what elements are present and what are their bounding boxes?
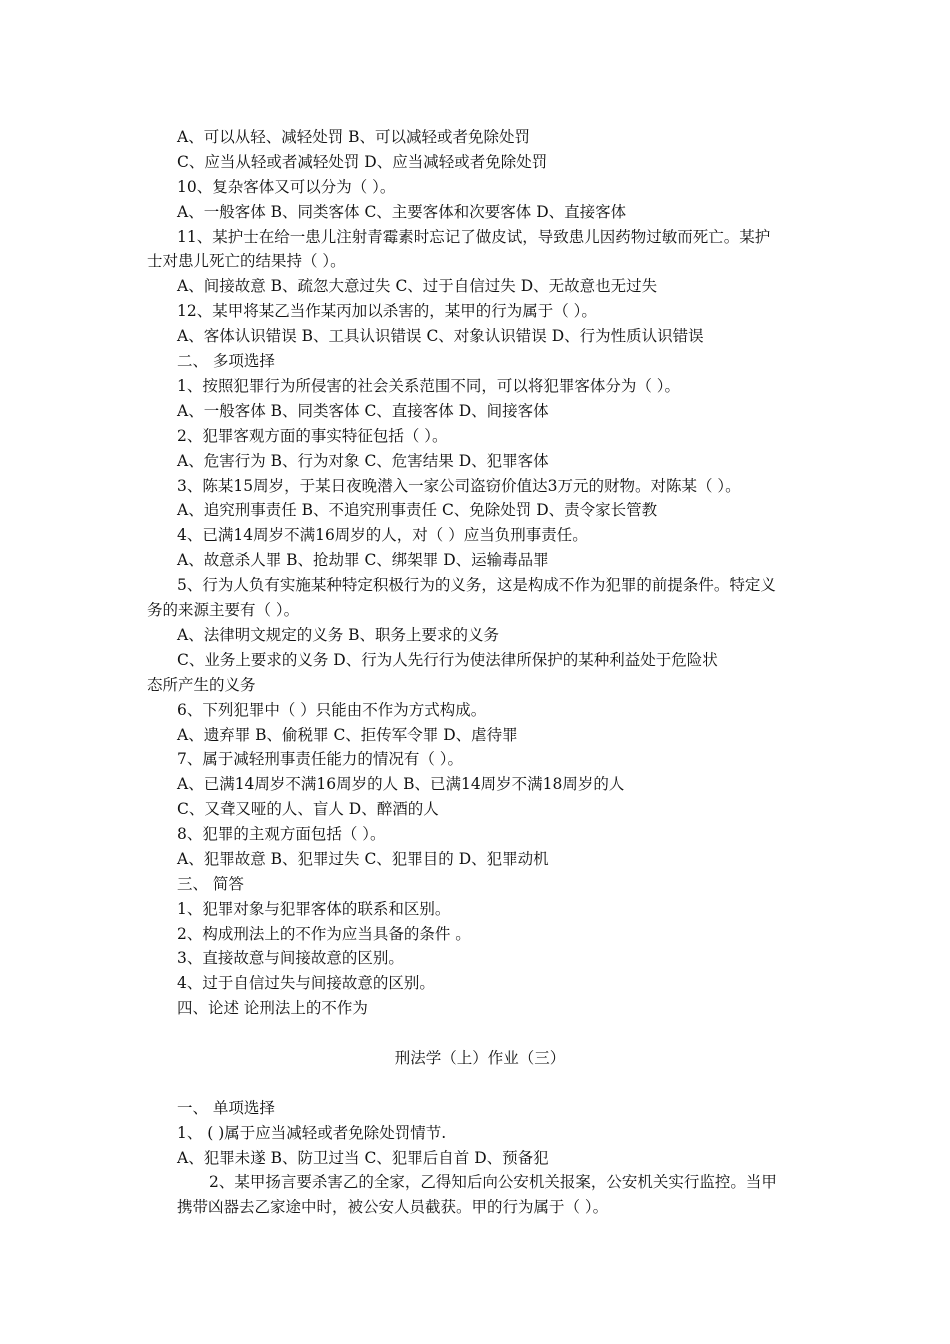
question-line: 5、行为人负有实施某种特定积极行为的义务，这是构成不作为犯罪的前提条件。特定义	[177, 576, 776, 594]
option-line: A、法律明文规定的义务 B、职务上要求的义务	[177, 626, 500, 644]
option-line: A、间接故意 B、疏忽大意过失 C、过于自信过失 D、无故意也无过失	[177, 277, 658, 295]
section-heading: 一、 单项选择	[177, 1099, 275, 1117]
question-line: 11、某护士在给一患儿注射青霉素时忘记了做皮试，导致患儿因药物过敏而死亡。某护	[177, 228, 771, 246]
question-line: 10、复杂客体又可以分为（ ）。	[177, 178, 396, 196]
question-line: 3、陈某15周岁，于某日夜晚潜入一家公司盗窃价值达3万元的财物。对陈某（ ）。	[177, 477, 741, 495]
option-line: A、已满14周岁不满16周岁的人 B、已满14周岁不满18周岁的人	[177, 775, 625, 793]
question-line: 2、某甲扬言要杀害乙的全家，乙得知后向公安机关报案，公安机关实行监控。当甲	[209, 1173, 777, 1191]
question-line: 1、犯罪对象与犯罪客体的联系和区别。	[177, 900, 451, 918]
section-heading: 四、论述 论刑法上的不作为	[177, 999, 368, 1017]
question-line: 12、某甲将某乙当作某丙加以杀害的，某甲的行为属于（ ）。	[177, 302, 597, 320]
question-line: 6、下列犯罪中（ ）只能由不作为方式构成。	[177, 701, 487, 719]
option-line-continued: 态所产生的义务	[147, 676, 256, 694]
question-line: 2、构成刑法上的不作为应当具备的条件 。	[177, 925, 471, 943]
question-line-continued: 士对患儿死亡的结果持（ ）。	[147, 252, 346, 270]
option-line: A、犯罪故意 B、犯罪过失 C、犯罪目的 D、犯罪动机	[177, 850, 549, 868]
option-line: A、一般客体 B、同类客体 C、直接客体 D、间接客体	[177, 402, 549, 420]
option-line: A、危害行为 B、行为对象 C、危害结果 D、犯罪客体	[177, 452, 549, 470]
question-line: 2、犯罪客观方面的事实特征包括（ ）。	[177, 427, 448, 445]
option-line: A、可以从轻、减轻处罚 B、可以减轻或者免除处罚	[177, 128, 531, 146]
section-heading: 三、 简答	[177, 875, 244, 893]
question-line: 1、 ( )属于应当减轻或者免除处罚情节.	[177, 1124, 447, 1142]
question-line: 1、按照犯罪行为所侵害的社会关系范围不同，可以将犯罪客体分为（ ）。	[177, 377, 681, 395]
question-line-continued: 务的来源主要有（ ）。	[147, 601, 300, 619]
option-line: A、追究刑事责任 B、不追究刑事责任 C、免除处罚 D、责令家长管教	[177, 501, 658, 519]
option-line: C、又聋又哑的人、盲人 D、醉酒的人	[177, 800, 439, 818]
option-line: A、客体认识错误 B、工具认识错误 C、对象认识错误 D、行为性质认识错误	[177, 327, 704, 345]
question-line: 8、犯罪的主观方面包括（ ）。	[177, 825, 386, 843]
question-line: 7、属于减轻刑事责任能力的情况有（ ）。	[177, 750, 464, 768]
option-line: C、业务上要求的义务 D、行为人先行行为使法律所保护的某种利益处于危险状	[177, 651, 718, 669]
option-line: A、一般客体 B、同类客体 C、主要客体和次要客体 D、直接客体	[177, 203, 627, 221]
option-line: C、应当从轻或者减轻处罚 D、应当减轻或者免除处罚	[177, 153, 548, 171]
question-line: 4、过于自信过失与间接故意的区别。	[177, 974, 435, 992]
section-heading: 二、 多项选择	[177, 352, 275, 370]
question-line: 3、直接故意与间接故意的区别。	[177, 949, 404, 967]
question-line-continued: 携带凶器去乙家途中时，被公安人员截获。甲的行为属于（ ）。	[177, 1198, 609, 1216]
option-line: A、犯罪未遂 B、防卫过当 C、犯罪后自首 D、预备犯	[177, 1149, 549, 1167]
option-line: A、遗弃罪 B、偷税罪 C、拒传军令罪 D、虐待罪	[177, 726, 518, 744]
option-line: A、故意杀人罪 B、抢劫罪 C、绑架罪 D、运输毒品罪	[177, 551, 549, 569]
assignment-title: 刑法学（上）作业（三）	[394, 1049, 566, 1067]
question-line: 4、已满14周岁不满16周岁的人，对（ ）应当负刑事责任。	[177, 526, 588, 544]
